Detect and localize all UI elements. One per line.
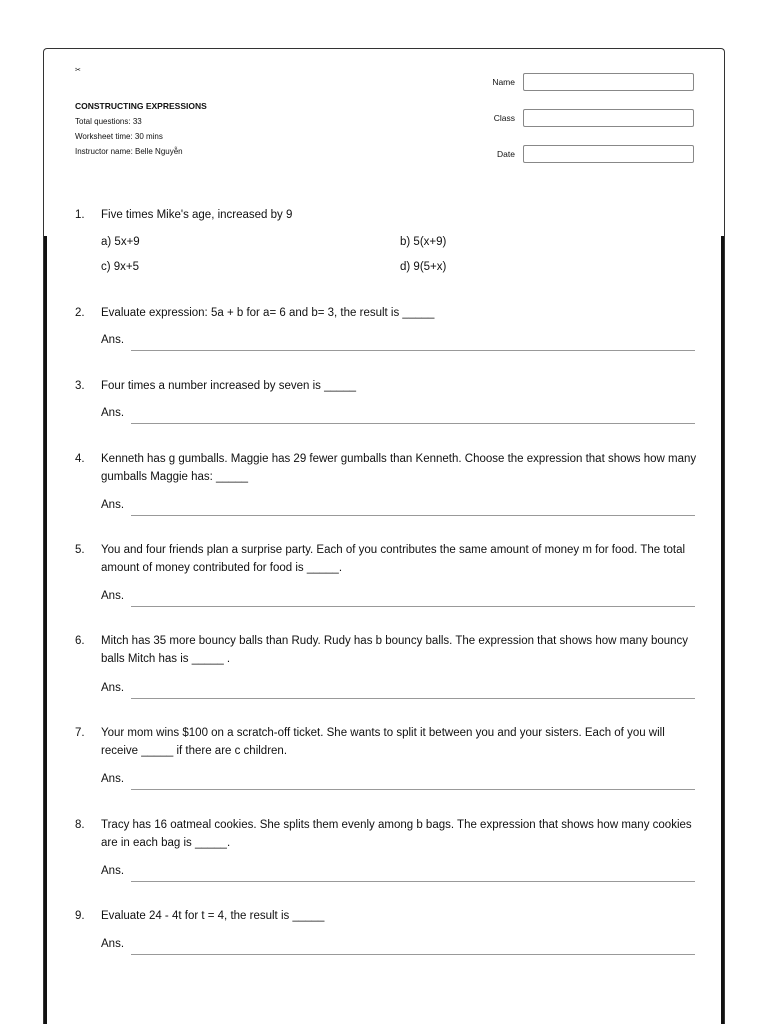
question-number: 4. xyxy=(75,453,85,465)
answer-line[interactable] xyxy=(131,789,695,790)
worksheet-title: CONSTRUCTING EXPRESSIONS xyxy=(75,101,207,111)
answer-line[interactable] xyxy=(131,423,695,424)
answer-label: Ans. xyxy=(101,334,125,346)
question-text: Five times Mike's age, increased by 9 xyxy=(101,209,293,221)
answer-line[interactable] xyxy=(131,606,695,607)
question-text: Kenneth has g gumballs. Maggie has 29 fewer gumballs than Kenneth. Choose the expression that shows how many gumballs Maggie has: _____ xyxy=(101,453,697,483)
question-text: Evaluate 24 - 4t for t = 4, the result is _____ xyxy=(101,910,325,922)
answer-label: Ans. xyxy=(101,407,125,419)
question-number: 8. xyxy=(75,819,85,831)
answer-line[interactable] xyxy=(131,698,695,699)
option-c[interactable]: c) 9x+5 xyxy=(101,261,140,273)
question-number: 6. xyxy=(75,635,85,647)
worksheet-header xyxy=(75,99,207,159)
answer-line[interactable] xyxy=(131,515,695,516)
class-field[interactable] xyxy=(523,109,694,127)
question-text: Mitch has 35 more bouncy balls than Rudy. Rudy has b bouncy balls. The expression that shows how many bouncy balls Mitch has is _____ . xyxy=(101,635,689,665)
question-text: Four times a number increased by seven is _____ xyxy=(101,380,357,392)
question-text: You and four friends plan a surprise party. Each of you contributes the same amount of money m for food. The total amount of money contributed for food is _____. xyxy=(101,544,686,574)
question-number: 3. xyxy=(75,380,85,392)
answer-label: Ans. xyxy=(101,773,125,785)
worksheet-time: Worksheet time: 30 mins xyxy=(75,132,163,141)
page-right-edge xyxy=(721,236,725,1024)
date-field[interactable] xyxy=(523,145,694,163)
page-left-edge xyxy=(43,236,47,1024)
name-field[interactable] xyxy=(523,73,694,91)
answer-label: Ans. xyxy=(101,499,125,511)
answer-line[interactable] xyxy=(131,350,695,351)
name-label: Name xyxy=(492,77,515,87)
option-a[interactable]: a) 5x+9 xyxy=(101,236,140,248)
question-number: 2. xyxy=(75,307,85,319)
answer-line[interactable] xyxy=(131,954,695,955)
class-label: Class xyxy=(493,113,515,123)
question-number: 7. xyxy=(75,727,85,739)
question-text: Evaluate expression: 5a + b for a= 6 and b= 3, the result is _____ xyxy=(101,307,435,319)
worksheet-page xyxy=(43,48,725,1024)
answer-line[interactable] xyxy=(131,881,695,882)
question-number: 5. xyxy=(75,544,85,556)
question-number: 1. xyxy=(75,209,85,221)
instructor-name: Instructor name: Belle Nguyễn xyxy=(75,147,183,156)
date-label: Date xyxy=(497,149,515,159)
question-number: 9. xyxy=(75,910,85,922)
answer-label: Ans. xyxy=(101,938,125,950)
scissors-icon: ✂ xyxy=(75,67,81,74)
answer-label: Ans. xyxy=(101,865,125,877)
option-b[interactable]: b) 5(x+9) xyxy=(400,236,447,248)
total-questions: Total questions: 33 xyxy=(75,117,142,126)
answer-label: Ans. xyxy=(101,682,125,694)
question-text: Your mom wins $100 on a scratch-off ticket. She wants to split it between you and your sisters. Each of you will receive _____ if there are c children. xyxy=(101,727,665,757)
question-text: Tracy has 16 oatmeal cookies. She splits them evenly among b bags. The expression that shows how many cookies are in each bag is _____. xyxy=(101,819,692,849)
option-d[interactable]: d) 9(5+x) xyxy=(400,261,447,273)
answer-label: Ans. xyxy=(101,590,125,602)
